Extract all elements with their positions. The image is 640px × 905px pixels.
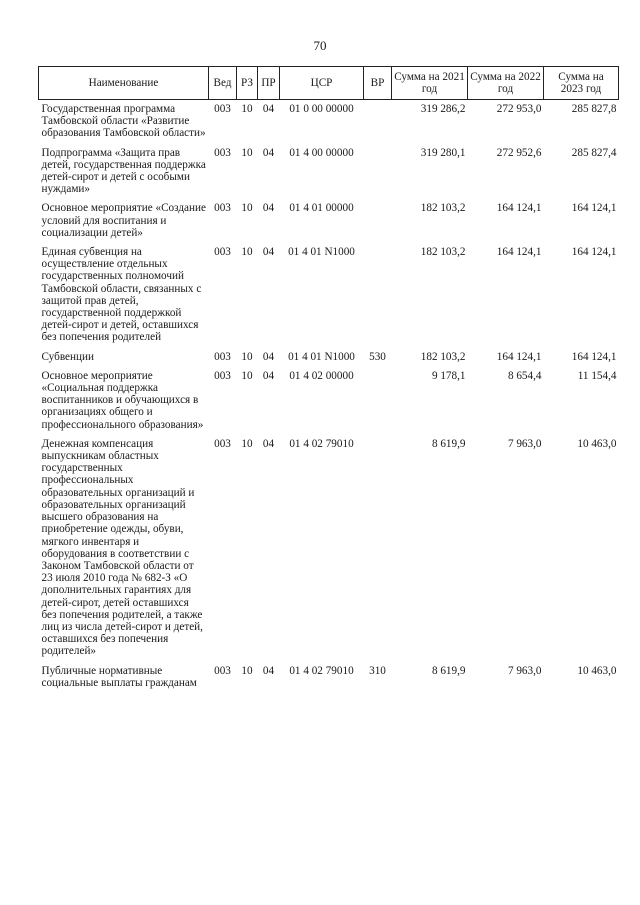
row-name: Единая субвенция на осуществление отдельных государственных полномочий Тамбовской области, связанных с защитой прав детей, государственной поддержкой детей-сирот и детей, оставшихся без попечения родителей <box>41 246 202 344</box>
row-name: Подпрограмма «Защита прав детей, государственная поддержка детей-сирот и детей с особыми нуждами» <box>41 146 206 196</box>
row-csr: 01 4 02 00000 <box>289 369 354 382</box>
table-row <box>39 662 619 693</box>
table-row <box>39 367 619 435</box>
row-vr <box>364 435 392 662</box>
row-rz: 10 <box>241 103 253 115</box>
row-sum-2021: 319 280,1 <box>420 146 466 159</box>
row-sum-2021: 8 619,9 <box>431 664 466 677</box>
row-sum-2022: 164 124,1 <box>496 202 542 215</box>
header-ved: Вед <box>209 67 237 100</box>
row-pr: 04 <box>262 369 275 382</box>
row-sum-2021: 319 286,2 <box>420 103 466 115</box>
row-sum-2023: 285 827,8 <box>571 103 617 115</box>
row-csr: 01 4 01 N1000 <box>288 350 355 363</box>
row-csr: 01 4 01 00000 <box>289 202 354 215</box>
row-sum-2022: 8 654,4 <box>507 369 542 382</box>
table-row <box>39 243 619 348</box>
row-name: Основное мероприятие «Создание условий для воспитания и социализации детей» <box>41 202 206 239</box>
row-vr <box>364 199 392 243</box>
row-sum-2023: 164 124,1 <box>571 246 617 259</box>
row-rz: 10 <box>241 437 253 450</box>
row-vr <box>364 144 392 200</box>
row-sum-2023: 10 463,0 <box>577 437 617 450</box>
row-vr: 310 <box>369 664 386 677</box>
row-vr <box>364 243 392 348</box>
header-sum-2023: Сумма на 2023 год <box>544 67 619 100</box>
header-pr: ПР <box>258 67 280 100</box>
row-pr: 04 <box>262 202 275 215</box>
row-ved: 003 <box>214 664 231 677</box>
row-rz: 10 <box>241 246 253 259</box>
table-row <box>39 144 619 200</box>
page-number: 70 <box>313 38 327 53</box>
row-name: Публичные нормативные социальные выплаты гражданам <box>41 664 197 689</box>
row-ved: 003 <box>214 202 231 215</box>
row-rz: 10 <box>241 350 253 363</box>
row-rz: 10 <box>241 369 253 382</box>
row-rz: 10 <box>241 664 253 677</box>
row-sum-2023: 11 154,4 <box>577 369 617 382</box>
row-csr: 01 4 01 N1000 <box>288 246 355 259</box>
row-csr: 01 4 00 00000 <box>289 146 354 159</box>
table-row <box>39 435 619 662</box>
row-name: Государственная программа Тамбовской области «Развитие образования Тамбовской области» <box>41 103 206 140</box>
table-row <box>39 348 619 367</box>
row-csr: 01 4 02 79010 <box>289 664 354 677</box>
row-pr: 04 <box>262 437 275 450</box>
row-sum-2021: 182 103,2 <box>420 350 466 363</box>
row-sum-2023: 164 124,1 <box>571 350 617 363</box>
row-sum-2021: 182 103,2 <box>420 202 466 215</box>
header-rz: РЗ <box>237 67 258 100</box>
table-row <box>39 199 619 243</box>
row-sum-2021: 9 178,1 <box>431 369 466 382</box>
row-sum-2021: 8 619,9 <box>431 437 466 450</box>
row-vr <box>364 367 392 435</box>
row-pr: 04 <box>262 146 275 159</box>
row-sum-2021: 182 103,2 <box>420 246 466 259</box>
budget-table <box>38 66 619 693</box>
header-sum-2021: Сумма на 2021 год <box>392 67 468 100</box>
row-ved: 003 <box>214 103 231 115</box>
row-ved: 003 <box>214 437 231 450</box>
row-name: Денежная компенсация выпускникам областных государственных профессиональных образовательных организаций и образовательных организаций высшего образования на приобретение одежды, обуви, мягкого инвентаря и оборудования в соответствии с Законом Тамбовской области от 23 июля 2010 года № 682-З «О дополнительных гарантиях для детей-сирот, детей оставшихся без попечения родителей, а также лиц из числа детей-сирот и детей, оставшихся без попечения родителей» <box>41 437 203 658</box>
table-row <box>39 100 619 144</box>
row-pr: 04 <box>262 246 275 259</box>
row-ved: 003 <box>214 146 231 159</box>
row-csr: 01 4 02 79010 <box>289 437 354 450</box>
row-ved: 003 <box>214 246 231 259</box>
row-vr: 530 <box>369 350 386 363</box>
row-sum-2022: 7 963,0 <box>507 437 542 450</box>
row-name: Основное мероприятие «Социальная поддержка воспитанников и обучающихся в организациях общего и профессионального образования» <box>41 369 204 431</box>
header-sum-2022: Сумма на 2022 год <box>468 67 544 100</box>
row-rz: 10 <box>241 202 253 215</box>
row-sum-2022: 272 952,6 <box>496 146 542 159</box>
header-vr: ВР <box>364 67 392 100</box>
row-sum-2023: 10 463,0 <box>577 664 617 677</box>
row-sum-2022: 7 963,0 <box>507 664 542 677</box>
row-sum-2023: 164 124,1 <box>571 202 617 215</box>
row-csr: 01 0 00 00000 <box>289 103 354 115</box>
row-pr: 04 <box>262 103 275 115</box>
header-name: Наименование <box>39 67 209 100</box>
row-pr: 04 <box>262 350 275 363</box>
row-ved: 003 <box>214 350 231 363</box>
row-ved: 003 <box>214 369 231 382</box>
row-vr <box>364 100 392 144</box>
row-sum-2022: 164 124,1 <box>496 350 542 363</box>
row-sum-2023: 285 827,4 <box>571 146 617 159</box>
row-sum-2022: 164 124,1 <box>496 246 542 259</box>
row-rz: 10 <box>241 146 253 159</box>
row-pr: 04 <box>262 664 275 677</box>
table-header-row <box>39 67 619 100</box>
header-csr: ЦСР <box>280 67 364 100</box>
row-sum-2022: 272 953,0 <box>496 103 542 115</box>
row-name: Субвенции <box>41 350 94 363</box>
